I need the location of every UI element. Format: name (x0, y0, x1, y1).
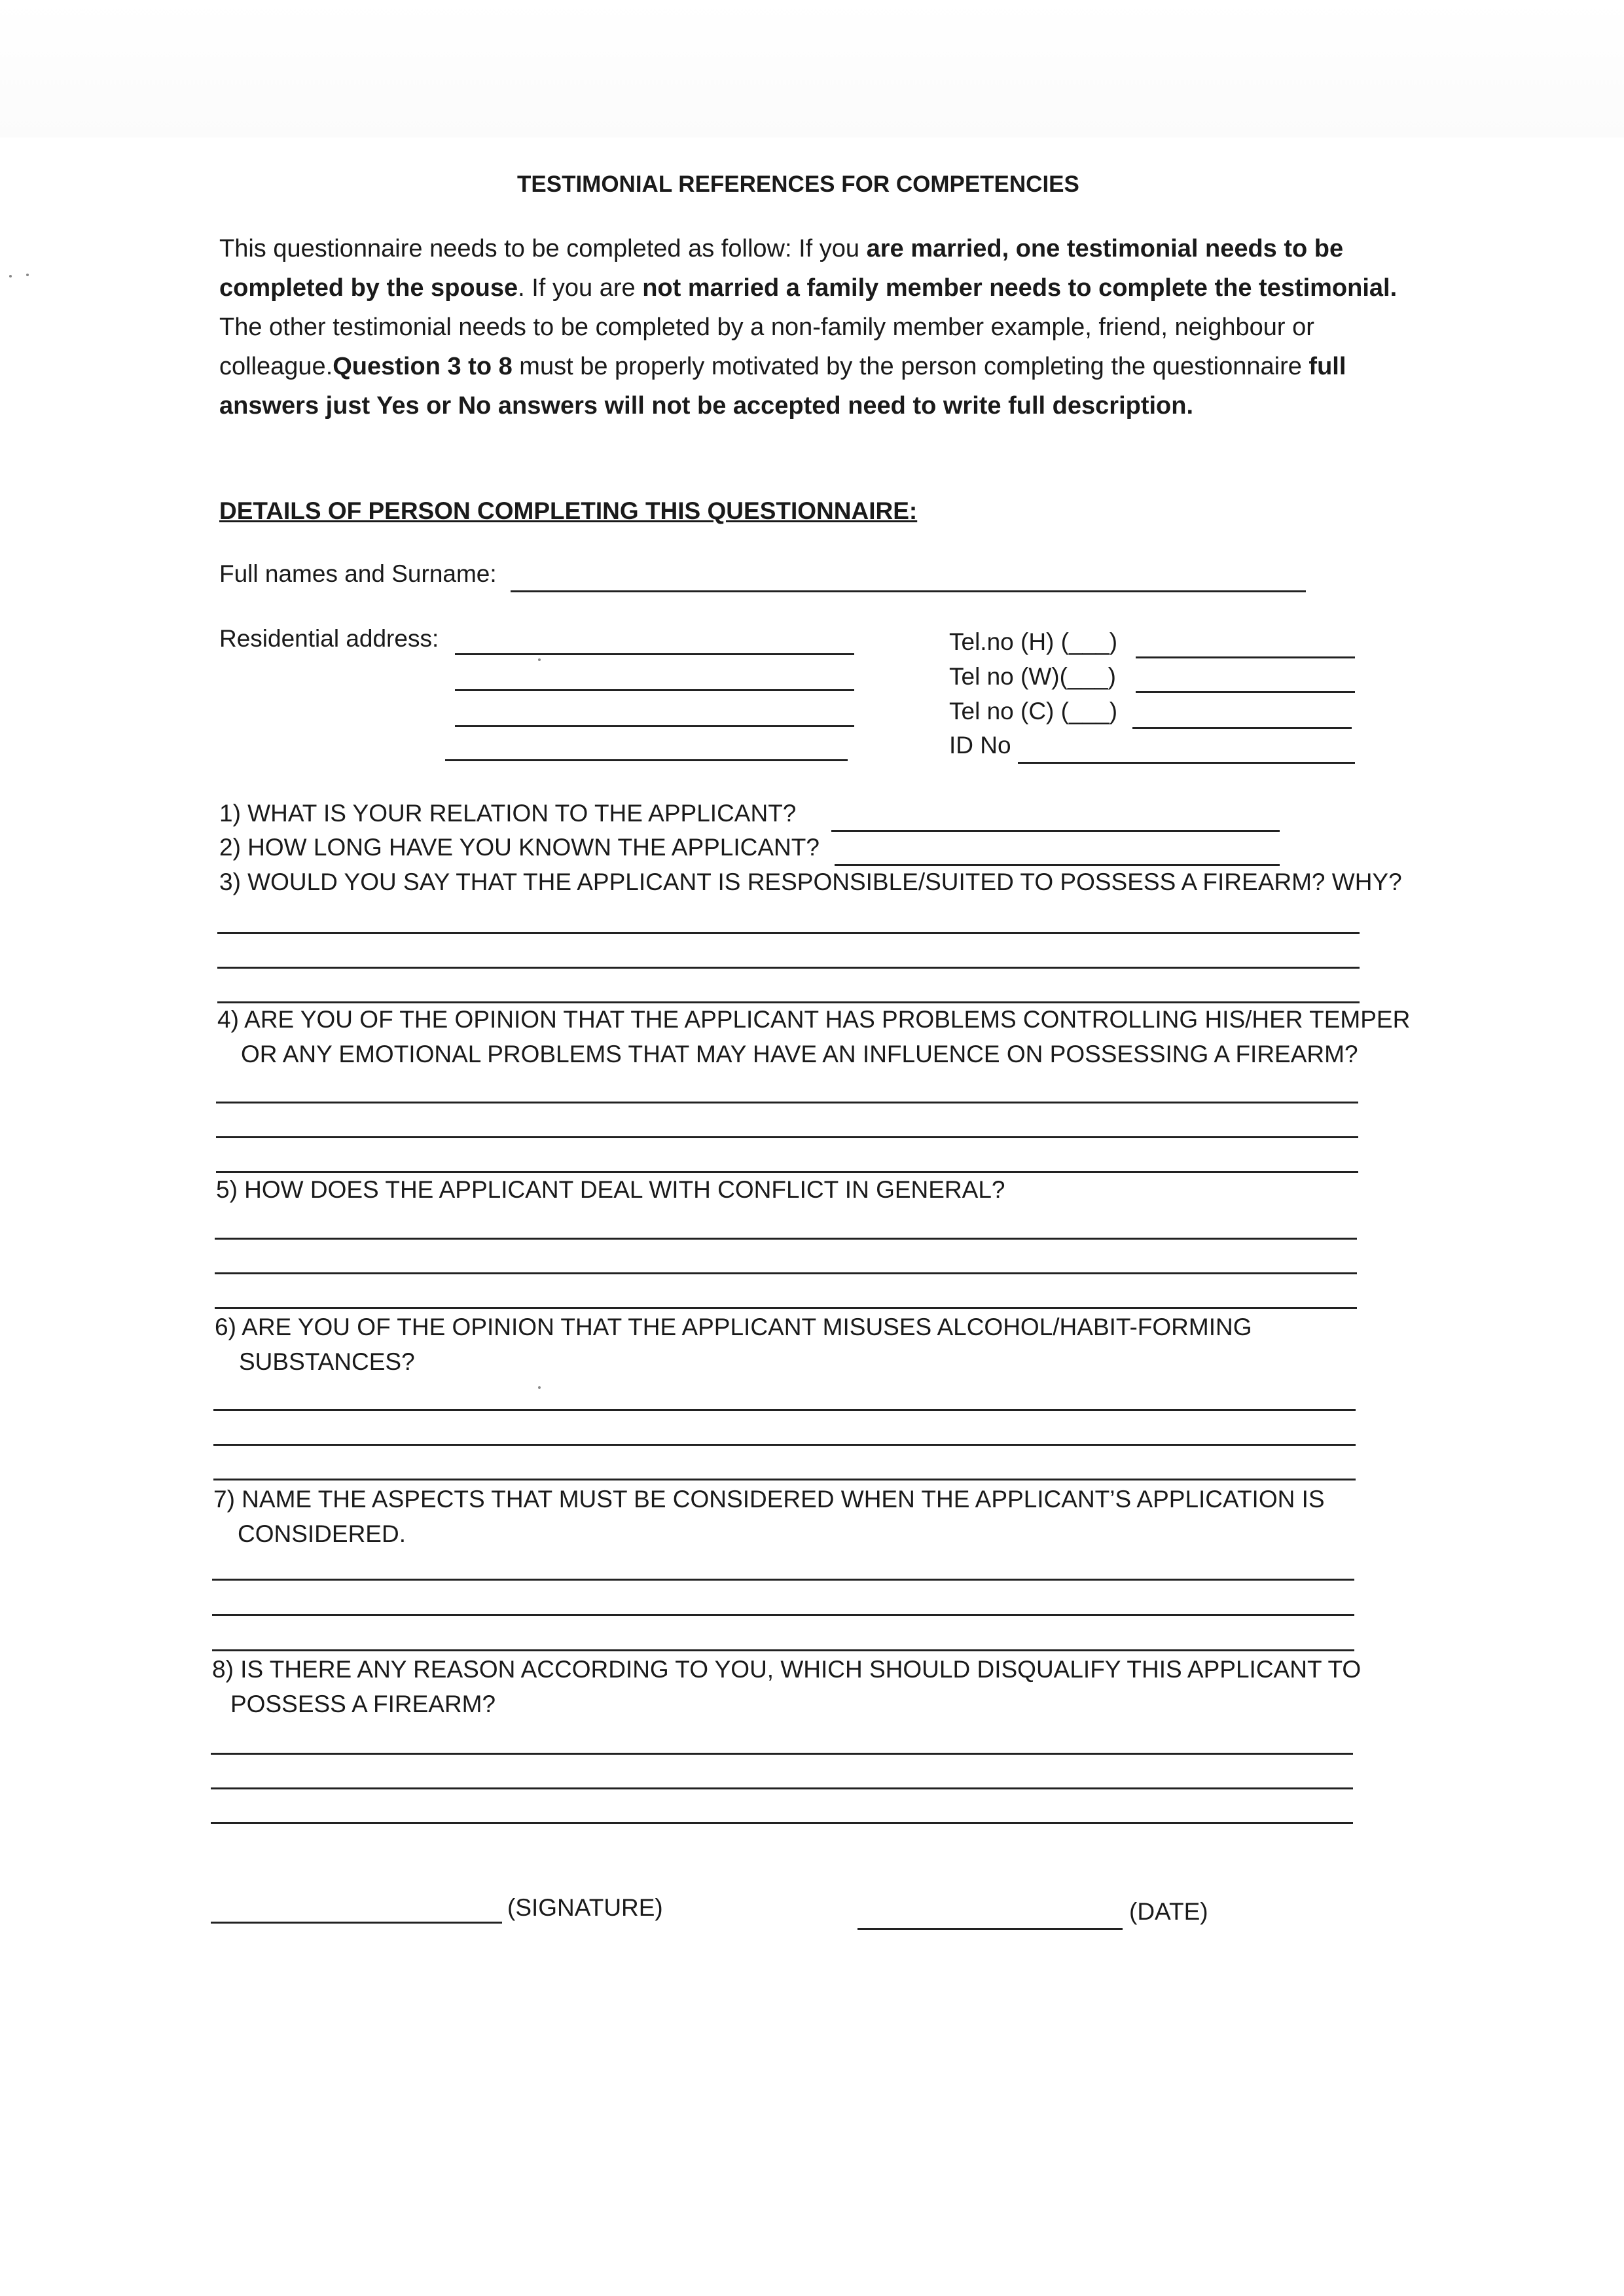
intro-emphasis: are married, one testimonial needs to be completed by the spouse (219, 235, 1344, 302)
tel-home-label: Tel.no (H) (___) (949, 628, 1118, 655)
answer-5-line-3[interactable] (215, 1307, 1357, 1309)
intro-text: The other testimonial needs to be completed by a non-family member example, friend, neighbour or colleague. (219, 314, 1314, 380)
answer-6-line-3[interactable] (213, 1479, 1356, 1480)
page-title: TESTIMONIAL REFERENCES FOR COMPETENCIES (517, 171, 1079, 197)
question-8: 8) IS THERE ANY REASON ACCORDING TO YOU, WHICH SHOULD DISQUALIFY THIS APPLICANT TO (212, 1656, 1362, 1683)
question-3: 3) WOULD YOU SAY THAT THE APPLICANT IS RESPONSIBLE/SUITED TO POSSESS A FIREARM? WHY? (219, 869, 1402, 895)
answer-7-line-2[interactable] (212, 1614, 1354, 1616)
signature-field[interactable] (211, 1922, 502, 1924)
answer-8-line-2[interactable] (211, 1787, 1353, 1789)
full-names-field[interactable] (511, 590, 1306, 592)
scan-shading (0, 0, 1624, 137)
date-label: (DATE) (1129, 1898, 1208, 1925)
answer-3-line-3[interactable] (217, 1001, 1360, 1003)
address-field-line-4[interactable] (445, 759, 848, 761)
section-heading: DETAILS OF PERSON COMPLETING THIS QUESTIONNAIRE: (219, 497, 918, 524)
address-field-line-1[interactable] (455, 653, 854, 655)
address-field-line-3[interactable] (455, 725, 854, 727)
scan-speck (26, 274, 29, 276)
question-2: 2) HOW LONG HAVE YOU KNOWN THE APPLICANT? (219, 834, 820, 861)
question-5: 5) HOW DOES THE APPLICANT DEAL WITH CONFLICT IN GENERAL? (216, 1176, 1005, 1203)
answer-4-line-2[interactable] (216, 1136, 1358, 1138)
question-7-continued: CONSIDERED. (238, 1520, 406, 1547)
intro-emphasis: Question 3 to 8 (333, 353, 513, 380)
answer-5-line-2[interactable] (215, 1272, 1357, 1274)
full-names-label: Full names and Surname: (219, 560, 497, 587)
id-number-field[interactable] (1018, 762, 1355, 764)
answer-3-line-2[interactable] (217, 967, 1360, 969)
date-field[interactable] (857, 1928, 1123, 1930)
intro-emphasis: not married a family member needs to complete the testimonial. (642, 274, 1398, 302)
answer-4-line-3[interactable] (216, 1171, 1358, 1173)
address-field-line-2[interactable] (455, 689, 854, 691)
tel-work-label: Tel no (W)(___) (949, 663, 1116, 690)
scan-speck (538, 1386, 541, 1389)
answer-6-line-2[interactable] (213, 1444, 1356, 1446)
tel-cell-field[interactable] (1132, 727, 1352, 729)
question-4: 4) ARE YOU OF THE OPINION THAT THE APPLICANT HAS PROBLEMS CONTROLLING HIS/HER TEMPER (217, 1006, 1411, 1033)
answer-8-line-1[interactable] (211, 1753, 1353, 1755)
intro-text: must be properly motivated by the person completing the questionnaire (512, 353, 1309, 380)
id-number-label: ID No (949, 732, 1011, 759)
signature-label: (SIGNATURE) (507, 1894, 663, 1921)
answer-1-field[interactable] (831, 830, 1280, 832)
instructions-paragraph (219, 229, 1411, 425)
tel-work-field[interactable] (1136, 691, 1355, 693)
answer-4-line-1[interactable] (216, 1102, 1358, 1103)
scan-speck (538, 658, 541, 661)
question-6-continued: SUBSTANCES? (239, 1348, 415, 1375)
answer-3-line-1[interactable] (217, 932, 1360, 934)
question-4-continued: OR ANY EMOTIONAL PROBLEMS THAT MAY HAVE AN INFLUENCE ON POSSESSING A FIREARM? (241, 1041, 1358, 1067)
answer-7-line-3[interactable] (212, 1649, 1354, 1651)
intro-text: This questionnaire needs to be completed as follow: If you (219, 235, 867, 262)
tel-home-field[interactable] (1136, 656, 1355, 658)
question-1: 1) WHAT IS YOUR RELATION TO THE APPLICANT? (219, 800, 797, 827)
question-8-continued: POSSESS A FIREARM? (230, 1691, 496, 1717)
intro-emphasis: full answers just Yes or No answers will not be accepted need to write full description. (219, 353, 1346, 420)
scan-speck (9, 275, 12, 278)
answer-7-line-1[interactable] (212, 1579, 1354, 1581)
intro-text: . If you are (518, 274, 643, 302)
answer-6-line-1[interactable] (213, 1409, 1356, 1411)
answer-5-line-1[interactable] (215, 1238, 1357, 1240)
answer-8-line-3[interactable] (211, 1822, 1353, 1824)
tel-cell-label: Tel no (C) (___) (949, 698, 1118, 725)
question-6: 6) ARE YOU OF THE OPINION THAT THE APPLICANT MISUSES ALCOHOL/HABIT-FORMING (215, 1314, 1252, 1340)
question-7: 7) NAME THE ASPECTS THAT MUST BE CONSIDERED WHEN THE APPLICANT’S APPLICATION IS (213, 1486, 1325, 1513)
address-label: Residential address: (219, 625, 439, 652)
answer-2-field[interactable] (835, 864, 1280, 866)
